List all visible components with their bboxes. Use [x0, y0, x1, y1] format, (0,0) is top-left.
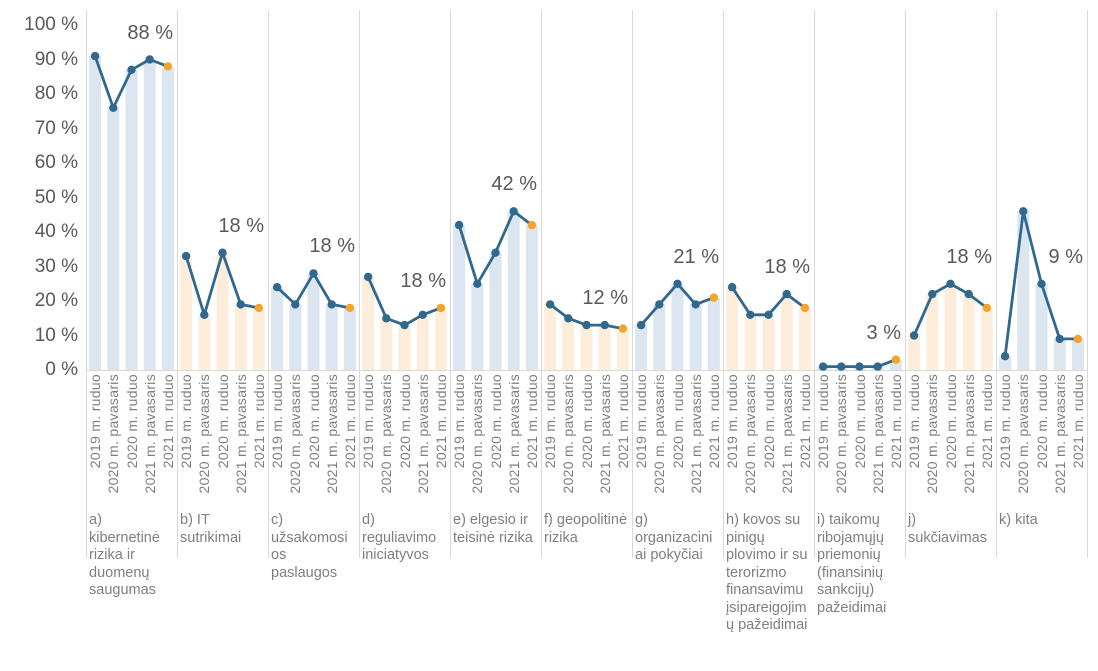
data-point [946, 280, 954, 288]
category-bar [107, 108, 119, 370]
chart-group-b [177, 0, 268, 671]
x-tick-label: 2020 m. pavasaris [469, 374, 486, 494]
x-tick-label: 2021 m. ruduo [432, 374, 449, 469]
data-point [692, 300, 700, 308]
data-point-latest [528, 221, 536, 229]
data-point [673, 280, 681, 288]
group-label: c) užsakomosios paslaugos [271, 512, 348, 581]
x-tick-label: 2021 m. ruduo [341, 374, 358, 469]
chart-group-d [359, 0, 450, 671]
data-point-latest [710, 293, 718, 301]
chart-group-f [541, 0, 632, 671]
y-axis-tick-label: 20 % [34, 290, 78, 311]
category-bar [162, 66, 174, 370]
data-point-latest [801, 304, 809, 312]
series-plot [996, 0, 1087, 380]
x-tick-label: 2021 m. ruduo [978, 374, 995, 469]
x-tick-label: 2021 m. pavasaris [960, 374, 977, 494]
group-label: i) taikomų ribojamųjų priemonių (finansinių sankcijų) pažeidimai [817, 512, 887, 616]
y-axis-tick-label: 80 % [34, 83, 78, 104]
category-bar [799, 308, 811, 370]
data-point [273, 283, 281, 291]
group-label: h) kovos su pinigų plovimo ir su terorizmo finansavimu įsipareigojimų pažeidimai [726, 512, 808, 633]
data-point [400, 321, 408, 329]
x-tick-label: 2020 m. pavasaris [651, 374, 668, 494]
category-bar [781, 294, 793, 370]
category-bar [253, 308, 265, 370]
x-tick-label: 2019 m. ruduo [633, 374, 650, 469]
data-point [473, 280, 481, 288]
category-bar [271, 287, 283, 370]
data-point [546, 300, 554, 308]
category-bar [126, 70, 138, 370]
category-bar [981, 308, 993, 370]
data-point [182, 252, 190, 260]
x-tick-label: 2021 m. ruduo [159, 374, 176, 469]
y-axis-tick-label: 70 % [34, 117, 78, 139]
data-point [637, 321, 645, 329]
data-point [655, 300, 663, 308]
y-axis-tick-label: 60 % [34, 152, 78, 173]
data-point-latest [346, 304, 354, 312]
data-label: 9 % [1048, 245, 1083, 268]
x-tick-label: 2019 m. ruduo [87, 374, 104, 469]
category-bar [562, 318, 574, 370]
data-label: 12 % [582, 287, 628, 310]
data-point [928, 290, 936, 298]
category-bar [726, 287, 738, 370]
data-point [746, 311, 754, 319]
category-bar [417, 315, 429, 370]
x-tick-label: 2021 m. pavasaris [1051, 374, 1068, 494]
x-tick-label: 2020 m. ruduo [214, 374, 231, 469]
group-label: g) organizaciniai pokyčiai [635, 512, 713, 563]
chart-group-h [723, 0, 814, 671]
data-label: 42 % [491, 173, 537, 196]
data-point [601, 321, 609, 329]
x-tick-label: 2019 m. ruduo [451, 374, 468, 469]
x-tick-label: 2021 m. pavasaris [687, 374, 704, 494]
category-bar [945, 284, 957, 370]
data-point [1001, 352, 1009, 360]
x-tick-label: 2020 m. ruduo [123, 374, 140, 469]
data-point [1037, 280, 1045, 288]
data-point [874, 362, 882, 370]
data-point [419, 311, 427, 319]
data-point [965, 290, 973, 298]
data-point-latest [892, 355, 900, 363]
x-tick-label: 2021 m. pavasaris [778, 374, 795, 494]
data-label: 3 % [866, 321, 901, 344]
data-label: 21 % [673, 245, 719, 268]
category-bar [744, 315, 756, 370]
y-axis-tick-label: 50 % [34, 186, 78, 208]
data-point [218, 249, 226, 257]
x-tick-label: 2020 m. ruduo [305, 374, 322, 469]
group-label: a) kibernetinė rizika ir duomenų saugumas [89, 512, 160, 598]
data-point [91, 52, 99, 60]
data-point [1019, 207, 1027, 215]
x-tick-label: 2020 m. ruduo [851, 374, 868, 469]
data-label: 18 % [400, 269, 446, 292]
data-label: 88 % [127, 21, 173, 44]
series-plot [723, 0, 814, 380]
data-point [200, 311, 208, 319]
data-point [146, 55, 154, 63]
series-plot [86, 0, 177, 380]
x-tick-label: 2020 m. pavasaris [287, 374, 304, 494]
x-tick-label: 2021 m. ruduo [250, 374, 267, 469]
x-tick-label: 2019 m. ruduo [724, 374, 741, 469]
series-plot [905, 0, 996, 380]
x-tick-label: 2021 m. pavasaris [596, 374, 613, 494]
x-tick-label: 2021 m. ruduo [705, 374, 722, 469]
data-point-latest [983, 304, 991, 312]
data-point [910, 331, 918, 339]
data-point-latest [255, 304, 263, 312]
chart-group-k [996, 0, 1087, 671]
category-bar [1072, 339, 1084, 370]
y-axis-tick-label: 40 % [34, 221, 78, 242]
data-label: 18 % [764, 256, 810, 279]
group-divider [1087, 10, 1088, 558]
data-point [455, 221, 463, 229]
x-tick-label: 2019 m. ruduo [360, 374, 377, 469]
category-bar [690, 304, 702, 370]
x-tick-label: 2021 m. ruduo [1069, 374, 1086, 469]
y-axis-tick-label: 30 % [34, 255, 78, 277]
group-label: e) elgesio ir teisinė rizika [453, 512, 533, 546]
category-bar [763, 315, 775, 370]
category-bar [581, 325, 593, 370]
series-plot [632, 0, 723, 380]
category-bar [326, 304, 338, 370]
group-label: b) IT sutrikimai [180, 512, 242, 546]
category-bar [289, 304, 301, 370]
series-plot [359, 0, 450, 380]
data-point [237, 300, 245, 308]
data-point [1056, 335, 1064, 343]
group-label: k) kita [999, 512, 1038, 528]
data-point-latest [437, 304, 445, 312]
category-bar [144, 60, 156, 371]
data-point [364, 273, 372, 281]
data-point [764, 311, 772, 319]
category-bar [672, 284, 684, 370]
x-tick-label: 2020 m. ruduo [669, 374, 686, 469]
category-bar [198, 315, 210, 370]
category-bar [362, 277, 374, 370]
category-bar [490, 253, 502, 370]
group-label: j) sukčiavimas [908, 512, 987, 546]
category-bar [617, 329, 629, 370]
x-tick-label: 2021 m. ruduo [887, 374, 904, 469]
data-point [582, 321, 590, 329]
category-bar [399, 325, 411, 370]
data-point [728, 283, 736, 291]
data-label: 18 % [946, 245, 992, 268]
group-label: d) reguliavimo iniciatyvos [362, 512, 437, 563]
x-tick-label: 2021 m. pavasaris [505, 374, 522, 494]
chart-group-c [268, 0, 359, 671]
series-plot [177, 0, 268, 380]
data-point [109, 104, 117, 112]
x-tick-label: 2020 m. pavasaris [196, 374, 213, 494]
x-tick-label: 2021 m. pavasaris [323, 374, 340, 494]
category-bar [471, 284, 483, 370]
data-point [291, 300, 299, 308]
category-bar [544, 304, 556, 370]
x-tick-label: 2021 m. pavasaris [414, 374, 431, 494]
x-tick-label: 2021 m. ruduo [796, 374, 813, 469]
x-tick-label: 2020 m. ruduo [396, 374, 413, 469]
data-point [491, 249, 499, 257]
x-tick-label: 2020 m. pavasaris [833, 374, 850, 494]
category-bar [380, 318, 392, 370]
category-bar [308, 273, 320, 370]
x-tick-label: 2020 m. ruduo [942, 374, 959, 469]
series-plot [268, 0, 359, 380]
x-tick-label: 2019 m. ruduo [269, 374, 286, 469]
x-tick-label: 2020 m. pavasaris [560, 374, 577, 494]
category-bar [508, 211, 520, 370]
data-label: 18 % [218, 214, 264, 237]
category-bar [963, 294, 975, 370]
category-bar [653, 304, 665, 370]
x-tick-label: 2020 m. pavasaris [1015, 374, 1032, 494]
category-bar [89, 56, 101, 370]
x-tick-label: 2021 m. pavasaris [869, 374, 886, 494]
y-axis-tick-label: 0 % [45, 359, 78, 380]
y-axis-tick-label: 90 % [34, 48, 78, 70]
x-tick-label: 2020 m. ruduo [578, 374, 595, 469]
data-point-latest [164, 62, 172, 70]
category-bar [344, 308, 356, 370]
x-tick-label: 2021 m. ruduo [523, 374, 540, 469]
data-point-latest [619, 324, 627, 332]
x-tick-label: 2021 m. pavasaris [232, 374, 249, 494]
data-point [564, 314, 572, 322]
x-tick-label: 2020 m. pavasaris [105, 374, 122, 494]
x-tick-label: 2020 m. pavasaris [924, 374, 941, 494]
chart-group-i [814, 0, 905, 671]
x-tick-label: 2019 m. ruduo [906, 374, 923, 469]
chart-group-j [905, 0, 996, 671]
x-tick-label: 2020 m. pavasaris [742, 374, 759, 494]
data-point [819, 362, 827, 370]
category-bar [908, 336, 920, 371]
group-label: f) geopolitinė rizika [544, 512, 628, 546]
y-axis-tick-label: 10 % [34, 324, 78, 346]
y-axis-tick-label: 100 % [24, 14, 78, 35]
x-tick-label: 2019 m. ruduo [997, 374, 1014, 469]
data-point [855, 362, 863, 370]
category-bar [635, 325, 647, 370]
chart-group-e [450, 0, 541, 671]
x-tick-label: 2019 m. ruduo [178, 374, 195, 469]
data-point [510, 207, 518, 215]
category-bar [435, 308, 447, 370]
x-tick-label: 2021 m. ruduo [614, 374, 631, 469]
category-bar [1054, 339, 1066, 370]
data-label: 18 % [309, 235, 355, 258]
data-point [382, 314, 390, 322]
category-bar [526, 225, 538, 370]
category-bar [708, 298, 720, 370]
chart-group-g [632, 0, 723, 671]
x-tick-label: 2020 m. ruduo [1033, 374, 1050, 469]
data-point-latest [1074, 335, 1082, 343]
data-point [309, 269, 317, 277]
x-tick-label: 2019 m. ruduo [542, 374, 559, 469]
category-bar [599, 325, 611, 370]
x-tick-label: 2021 m. pavasaris [141, 374, 158, 494]
x-tick-label: 2020 m. pavasaris [378, 374, 395, 494]
data-point [328, 300, 336, 308]
category-bar [235, 304, 247, 370]
category-bar [453, 225, 465, 370]
series-plot [541, 0, 632, 380]
x-tick-label: 2020 m. ruduo [487, 374, 504, 469]
data-point [127, 66, 135, 74]
x-tick-label: 2020 m. ruduo [760, 374, 777, 469]
data-point [783, 290, 791, 298]
chart-group-a [86, 0, 177, 671]
x-tick-label: 2019 m. ruduo [815, 374, 832, 469]
data-point [837, 362, 845, 370]
